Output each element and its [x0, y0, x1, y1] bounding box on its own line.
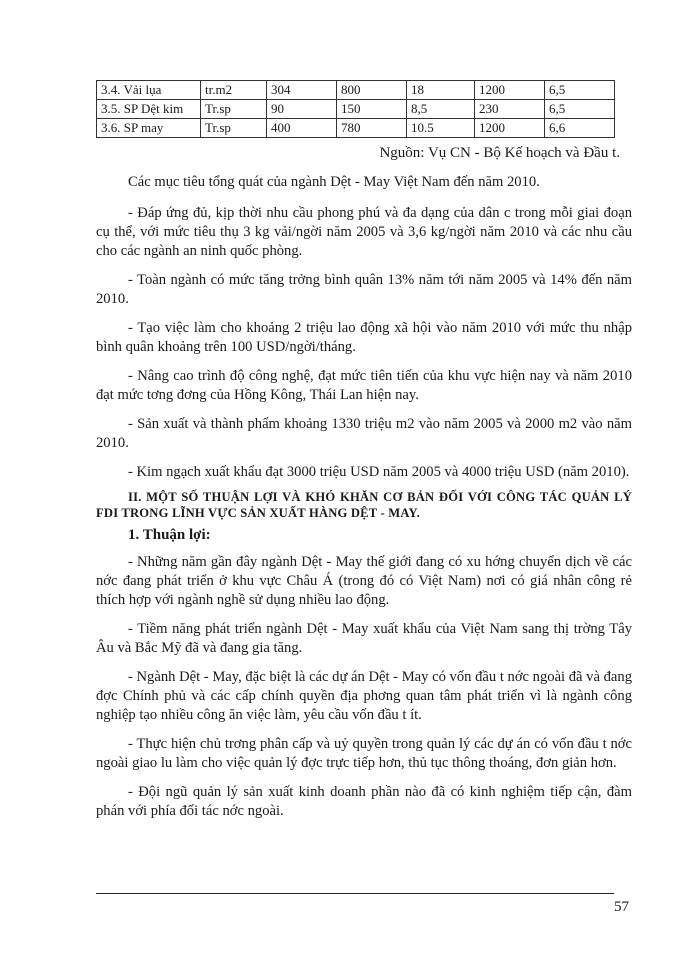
table-cell: 150 [337, 100, 407, 119]
table-row [97, 100, 615, 119]
footer-divider [96, 893, 614, 894]
table-cell: Tr.sp [201, 100, 267, 119]
advantage-paragraph: - Ngành Dệt - May, đặc biệt là các dự án Dệt - May có vốn đầu t nớc ngoài đã và đang đợc Chính phủ và các cấp chính quyền địa phơng quan tâm phát triển vì là ngành công nghiệp tạo nhiều công ăn việc làm, yêu cầu vốn đầu t ít. [96, 669, 632, 723]
advantages-section [96, 553, 632, 821]
table-body [97, 81, 615, 138]
table-cell: 6,6 [545, 119, 615, 138]
table-cell: 6,5 [545, 81, 615, 100]
objective-paragraph: - Sản xuất và thành phẩm khoảng 1330 triệu m2 vào năm 2005 và 2000 m2 vào năm 2010. [96, 416, 632, 451]
data-table [96, 80, 615, 138]
table-cell: 18 [407, 81, 475, 100]
advantage-paragraph: - Những năm gần đây ngành Dệt - May thế giới đang có xu hớng chuyển dịch về các nớc đang phát triển ở khu vực Châu Á (trong đó có Việt Nam) nơi có giá nhân công rẻ thích hợp với ngành nghề sử dụng nhiều lao động. [96, 554, 632, 608]
table-cell: 6,5 [545, 100, 615, 119]
subheading-advantages: 1. Thuận lợi: [128, 527, 211, 543]
section-heading: II. MỘT SỐ THUẬN LỢI VÀ KHÓ KHĂN CƠ BẢN ĐỐI VỚI CÔNG TÁC QUẢN LÝ FDI TRONG LĨNH VỰC SẢN XUẤT HÀNG DỆT - MAY. [96, 490, 632, 520]
table-cell: 304 [267, 81, 337, 100]
advantage-paragraph: - Tiềm năng phát triển ngành Dệt - May xuất khẩu của Việt Nam sang thị trờng Tây Âu và Bắc Mỹ đã và đang gia tăng. [96, 621, 632, 656]
table-cell: 400 [267, 119, 337, 138]
table-row [97, 81, 615, 100]
table-cell: 800 [337, 81, 407, 100]
page-number: 57 [614, 899, 629, 915]
objective-paragraph: - Toàn ngành có mức tăng trởng bình quân 13% năm tới năm 2005 và 14% đến năm 2010. [96, 272, 632, 307]
table-row [97, 119, 615, 138]
table-cell: tr.m2 [201, 81, 267, 100]
table-cell: 780 [337, 119, 407, 138]
advantage-paragraph: - Thực hiện chủ trơng phân cấp và uỷ quyền trong quản lý các dự án có vốn đầu t nớc ngoài giao lu làm cho việc quản lý đợc trực tiếp hơn, thủ tục thông thoáng, đơn giản hơn. [96, 736, 632, 771]
table-cell: 3.4. Vải lụa [97, 81, 201, 100]
objectives-section [96, 173, 632, 482]
table-cell: 230 [475, 100, 545, 119]
objective-paragraph: - Kim ngạch xuất khẩu đạt 3000 triệu USD năm 2005 và 4000 triệu USD (năm 2010). [128, 464, 630, 480]
objective-paragraph: - Tạo việc làm cho khoảng 2 triệu lao động xã hội vào năm 2010 với mức thu nhập bình quân khoảng trên 100 USD/ngời/tháng. [96, 320, 632, 355]
table-cell: 1200 [475, 81, 545, 100]
advantage-paragraph: - Đội ngũ quản lý sản xuất kinh doanh phần nào đã có kinh nghiệm tiếp cận, đàm phán với phía đối tác nớc ngoài. [96, 784, 632, 819]
table-cell: Tr.sp [201, 119, 267, 138]
table-cell: 1200 [475, 119, 545, 138]
objective-paragraph: - Đáp ứng đủ, kịp thời nhu cầu phong phú và đa dạng của dân c trong mỗi giai đoạn cụ thể, với mức tiêu thụ 3 kg vải/ngời năm 2005 và 3,6 kg/ngời năm 2010 và các nhu cầu cho các ngành an ninh quốc phòng. [96, 205, 632, 259]
objective-paragraph: - Nâng cao trình độ công nghệ, đạt mức tiên tiến của khu vực hiện nay và năm 2010 đạt mức tơng đơng của Hồng Kông, Thái Lan hiện nay. [96, 368, 632, 403]
table-cell: 90 [267, 100, 337, 119]
table-cell: 3.5. SP Dệt kim [97, 100, 201, 119]
table-cell: 3.6. SP may [97, 119, 201, 138]
source-citation: Nguồn: Vụ CN - Bộ Kế hoạch và Đầu t. [379, 145, 620, 161]
objectives-intro: Các mục tiêu tổng quát của ngành Dệt - May Việt Nam đến năm 2010. [128, 174, 540, 190]
table-cell: 10.5 [407, 119, 475, 138]
table-cell: 8,5 [407, 100, 475, 119]
